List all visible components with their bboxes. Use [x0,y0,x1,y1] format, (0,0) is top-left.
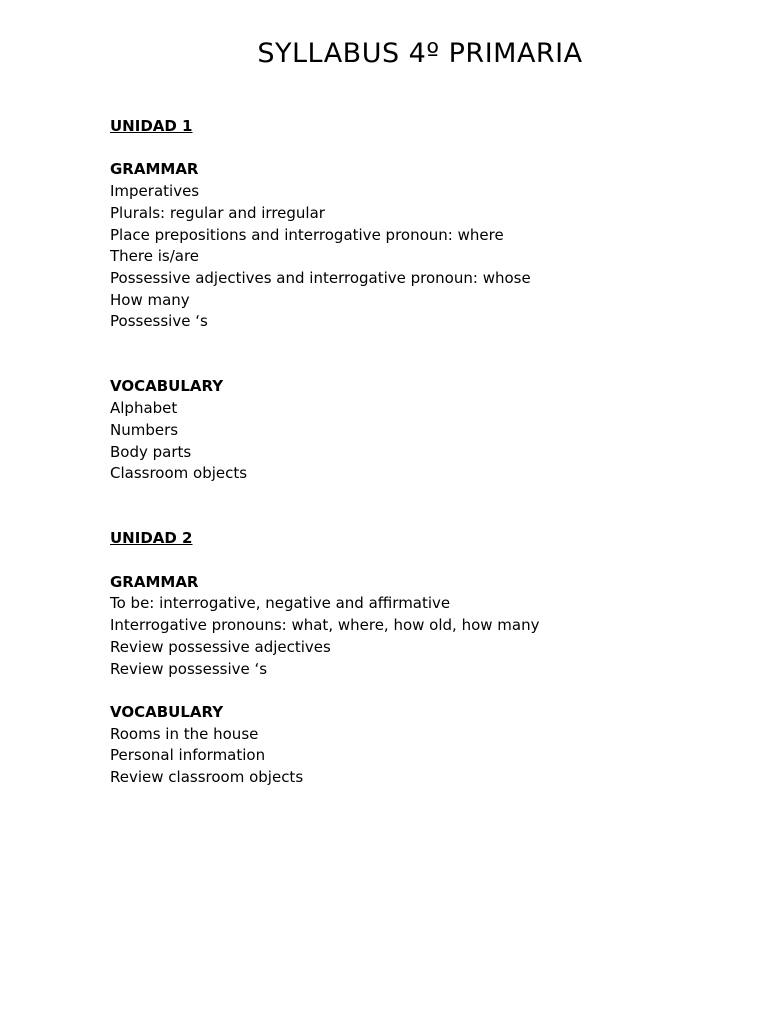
vocabulary-item: Rooms in the house [110,724,259,743]
unit-2-grammar [110,572,730,681]
unit-1-vocabulary [110,376,730,485]
unit-1-section [110,116,730,485]
grammar-item: Possessive adjectives and interrogative pronoun: whose [110,268,531,287]
unit-1-vocabulary-heading: VOCABULARY [110,377,224,396]
grammar-item: Plurals: regular and irregular [110,203,325,222]
page-title: SYLLABUS 4º PRIMARIA [257,38,583,69]
unit-2-vocabulary [110,702,730,789]
grammar-item: Place prepositions and interrogative pronoun: where [110,225,504,244]
grammar-item: Interrogative pronouns: what, where, how old, how many [110,616,540,635]
unit-2-grammar-heading: GRAMMAR [110,572,199,591]
grammar-item: Review possessive ‘s [110,659,268,678]
syllabus-content [110,116,730,789]
unit-1-heading: UNIDAD 1 [110,117,193,135]
unit-1-grammar [110,159,730,333]
grammar-item: To be: interrogative, negative and affirmative [110,594,451,613]
grammar-item: Review possessive adjectives [110,637,331,656]
grammar-item: Possessive ‘s [110,312,208,331]
vocabulary-item: Personal information [110,746,266,765]
unit-2-vocabulary-heading: VOCABULARY [110,702,224,721]
grammar-item: There is/are [110,247,200,266]
vocabulary-item: Alphabet [110,399,178,418]
vocabulary-item: Classroom objects [110,464,248,483]
vocabulary-item: Review classroom objects [110,768,304,787]
vocabulary-item: Numbers [110,420,179,439]
unit-2-heading: UNIDAD 2 [110,529,193,548]
grammar-item: How many [110,290,190,309]
unit-2-section [110,528,730,788]
grammar-item: Imperatives [110,182,200,201]
unit-1-grammar-heading: GRAMMAR [110,160,199,179]
vocabulary-item: Body parts [110,442,192,461]
